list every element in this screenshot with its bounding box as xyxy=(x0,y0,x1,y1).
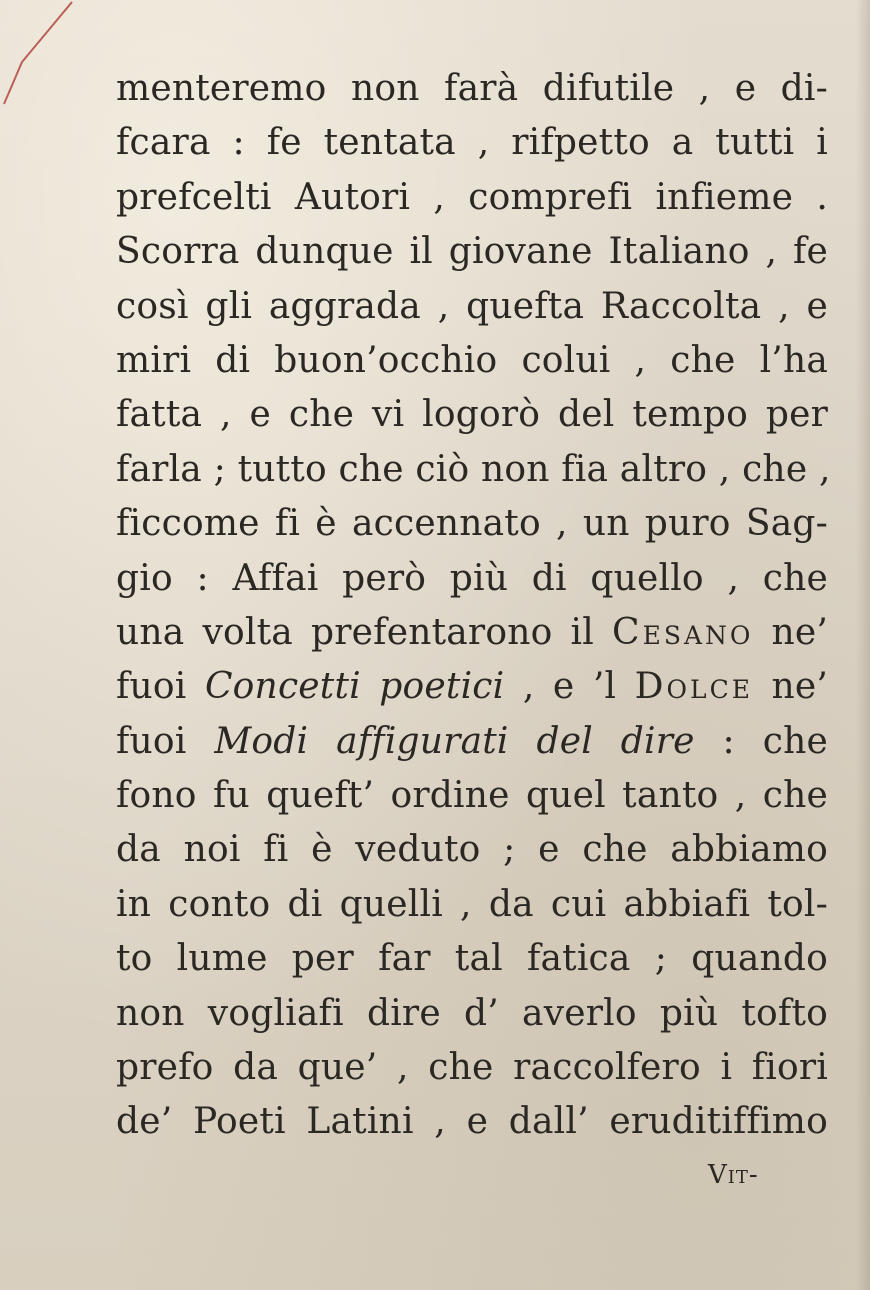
text-run: così gli aggrada , quefta Raccolta , e xyxy=(116,285,828,327)
text-run: prefcelti Autori , comprefi infieme . xyxy=(116,176,828,218)
text-run: in conto di quelli , da cui abbiafi tol- xyxy=(116,883,828,925)
text-line-7 xyxy=(116,388,828,442)
text-run: fuoi xyxy=(116,720,215,762)
text-line-18 xyxy=(116,987,828,1041)
text-run: gio : Affai però più di quello , che xyxy=(116,557,828,599)
text-run: Scorra dunque il giovane Italiano , fe xyxy=(116,231,828,273)
text-run: de’ Poeti Latini , e dall’ eruditiffimo xyxy=(116,1101,828,1143)
text-line-8 xyxy=(116,443,831,497)
text-line-5 xyxy=(116,280,828,334)
text-run: farla ; tutto che ciò non fia altro , che , xyxy=(116,448,831,490)
text-line-17 xyxy=(116,932,828,986)
text-line-19 xyxy=(116,1041,828,1095)
text-line-2 xyxy=(116,116,828,170)
text-run: : che xyxy=(694,720,828,762)
text-run: ne’ xyxy=(753,611,828,653)
text-line-10 xyxy=(116,552,828,606)
text-run: menteremo non farà difutile , e di- xyxy=(116,68,828,109)
text-line-13 xyxy=(116,715,828,769)
text-run: miri di buon’occhio colui , che l’ha xyxy=(116,339,828,381)
text-run: ficcome fi è accennato , un puro Sag- xyxy=(116,503,828,545)
text-run: da noi fi è veduto ; e che abbiamo xyxy=(116,829,828,871)
catchword: Vit- xyxy=(708,1160,759,1190)
text-run: fcara : fe tentata , rifpetto a tutti i xyxy=(116,122,828,164)
text-line-11 xyxy=(116,606,828,660)
body-text xyxy=(116,62,831,1150)
text-line-1 xyxy=(116,62,828,116)
text-run: fuoi xyxy=(116,666,205,708)
work-title-concetti-poetici: Concetti poetici xyxy=(204,666,505,708)
text-run: , e ’l xyxy=(504,666,635,708)
text-run: fatta , e che vi logorò del tempo per xyxy=(116,394,828,436)
text-line-3 xyxy=(116,171,828,225)
text-line-9 xyxy=(116,497,828,551)
text-line-4 xyxy=(116,225,828,279)
author-name-dolce: Dolce xyxy=(634,666,754,708)
text-run: fono fu queft’ ordine quel tanto , che xyxy=(116,775,828,817)
text-line-14 xyxy=(116,769,828,823)
text-run: non vogliafi dire d’ averlo più tofto xyxy=(116,992,828,1034)
work-title-modi-affigurati: Modi affigurati del dire xyxy=(214,720,695,762)
text-line-20 xyxy=(116,1095,828,1149)
text-run: ne’ xyxy=(753,666,828,708)
text-run: prefo da que’ , che raccolfero i fiori xyxy=(116,1047,828,1089)
text-line-15 xyxy=(116,823,828,877)
text-line-12 xyxy=(116,660,828,714)
page-edge-shadow xyxy=(856,0,870,1290)
text-run: to lume per far tal fatica ; quando xyxy=(116,938,828,980)
red-margin-stroke xyxy=(0,0,90,110)
text-line-6 xyxy=(116,334,828,388)
author-name-cesano: Cesano xyxy=(612,611,754,653)
text-run: una volta prefentarono il xyxy=(116,611,613,653)
text-line-16 xyxy=(116,878,828,932)
